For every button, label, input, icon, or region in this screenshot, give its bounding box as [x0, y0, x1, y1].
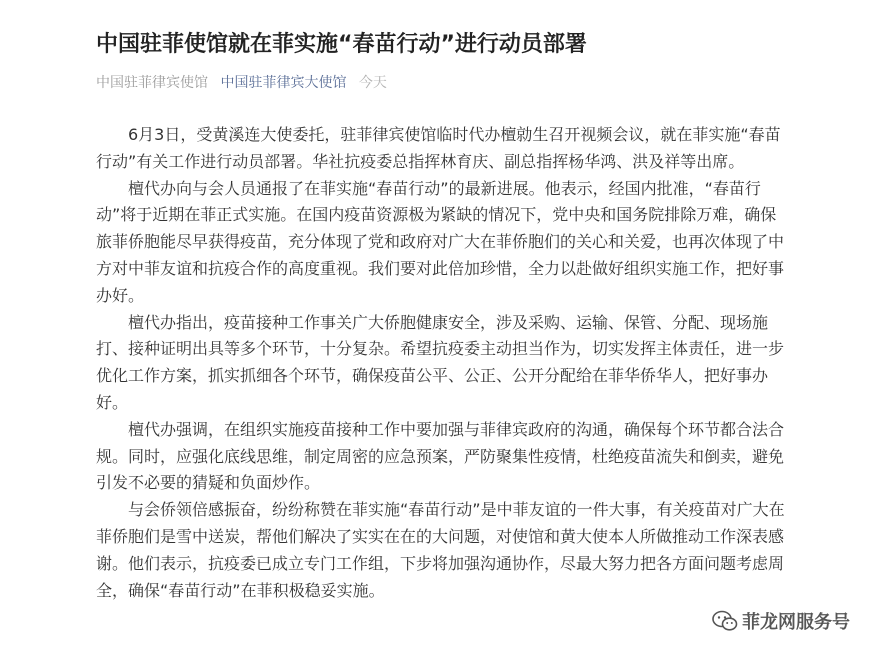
article-author: 中国驻菲律宾使馆 — [96, 75, 208, 91]
paragraph: 檀代办向与会人员通报了在菲实施“春苗行动”的最新进展。他表示，经国内批准，“春苗行动”将于近期在菲正式实施。在国内疫苗资源极为紧缺的情况下，党中央和国务院排除万难，确保旅菲侨胞能尽早获得疫苗，充分体现了党和政府对广大在菲侨胞们的关心和关爱，也再次体现了中方对中菲友谊和抗疫合作的高度重视。我们要对此倍加珍惜，全力以赴做好组织实施工作，把好事办好。 — [96, 178, 785, 305]
wechat-icon — [712, 610, 742, 632]
watermark-text: 菲龙网服务号 — [742, 612, 850, 633]
watermark — [708, 606, 850, 636]
paragraph: 檀代办指出，疫苗接种工作事关广大侨胞健康安全，涉及采购、运输、保管、分配、现场施打、接种证明出具等多个环节，十分复杂。希望抗疫委主动担当作为，切实发挥主体责任，进一步优化工作方案，抓实抓细各个环节，确保疫苗公平、公正、公开分配给在菲华侨华人，把好事办好。 — [96, 312, 785, 412]
article-meta — [96, 72, 395, 94]
paragraph: 与会侨领倍感振奋，纷纷称赞在菲实施“春苗行动”是中菲友谊的一件大事，有关疫苗对广大在菲侨胞们是雪中送炭，帮他们解决了实实在在的大问题，对使馆和黄大使本人所做推动工作深表感谢。他们表示，抗疫委已成立专门工作组，下步将加强沟通协作，尽最大努力把各方面问题考虑周全，确保“春苗行动”在菲积极稳妥实施。 — [96, 500, 785, 600]
article-body — [96, 122, 786, 604]
article-title: 中国驻菲使馆就在菲实施“春苗行动”进行动员部署 — [96, 32, 587, 57]
paragraph: 檀代办强调，在组织实施疫苗接种工作中要加强与菲律宾政府的沟通，确保每个环节都合法合规。同时，应强化底线思维，制定周密的应急预案，严防聚集性疫情，杜绝疫苗流失和倒卖，避免引发不必要的猜疑和负面炒作。 — [96, 419, 785, 493]
paragraph: 6月3日，受黄溪连大使委托，驻菲律宾使馆临时代办檀勍生召开视频会议，就在菲实施“春苗行动”有关工作进行动员部署。华社抗疫委总指挥林育庆、副总指挥杨华鸿、洪及祥等出席。 — [96, 125, 781, 171]
publish-date: 今天 — [358, 75, 387, 91]
official-account-link[interactable]: 中国驻菲律宾大使馆 — [220, 75, 347, 91]
